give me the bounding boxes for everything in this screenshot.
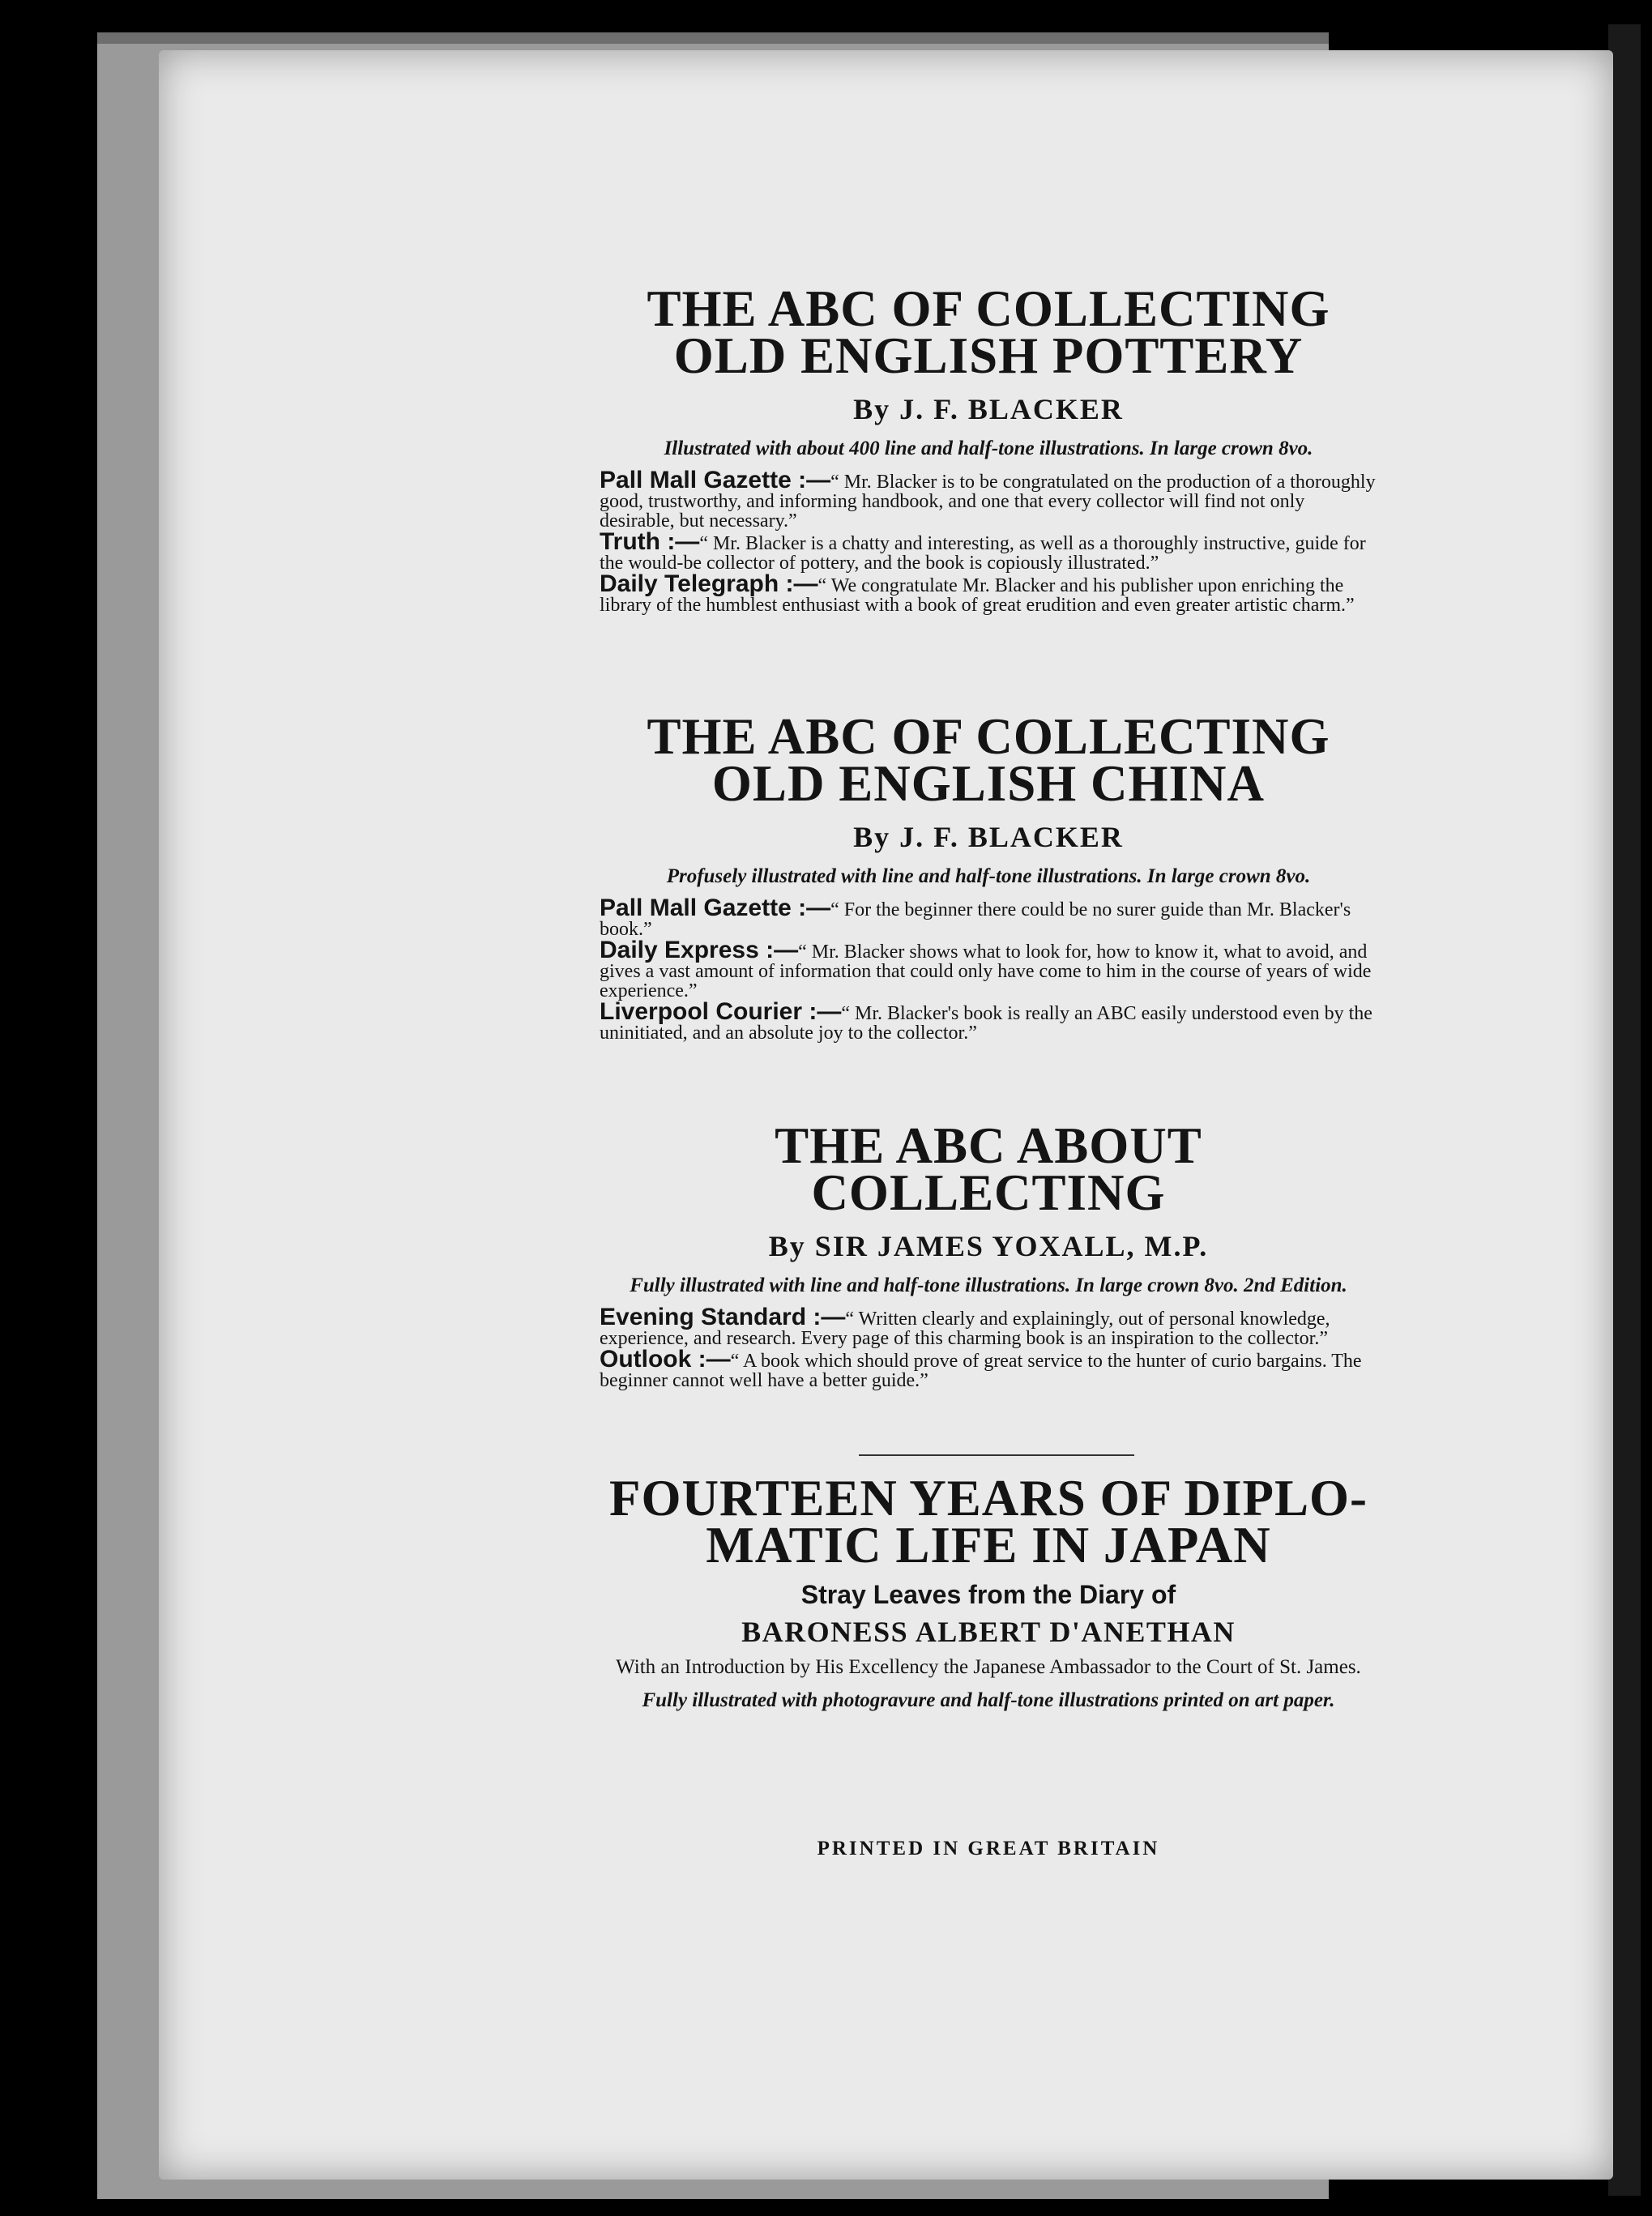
book-title: THE ABC OF COLLECTING OLD ENGLISH POTTERY	[647, 280, 1330, 384]
book-pottery	[600, 280, 1377, 617]
review-text: “ Mr. Blacker is to be congratulated on the production of a thoroughly good, trustworthy, and informing handbook, and one that every collector will find not only desirable, but necessary.”	[600, 472, 1376, 532]
book-description: Fully illustrated with photogravure and half-tone illustrations printed on art paper.	[642, 1689, 1335, 1711]
review	[600, 570, 1377, 616]
book-author: BARONESS ALBERT D'ANETHAN	[741, 1616, 1236, 1648]
scan-margin	[1608, 24, 1641, 2196]
book-description: Illustrated with about 400 line and half-tone illustrations. In large crown 8vo.	[664, 438, 1313, 459]
printer-imprint: PRINTED IN GREAT BRITAIN	[817, 1838, 1160, 1859]
review-text: “ Mr. Blacker's book is really an ABC easily understood even by the uninitiated, and an absolute joy to the collector.”	[600, 1003, 1372, 1044]
review-source: Daily Express :—	[600, 937, 799, 963]
review	[600, 1346, 1377, 1391]
book-author: By SIR JAMES YOXALL, M.P.	[768, 1230, 1209, 1262]
review	[600, 467, 1377, 532]
book-description: Fully illustrated with line and half-tone illustrations. In large crown 8vo. 2nd Edition.	[630, 1275, 1347, 1296]
review-source: Liverpool Courier :—	[600, 998, 842, 1025]
review	[600, 895, 1377, 940]
review	[600, 1304, 1377, 1349]
review-text: “ We congratulate Mr. Blacker and his publisher upon enriching the library of the humblest enthusiast with a book of great erudition and even greater artistic charm.”	[600, 575, 1355, 616]
review	[600, 528, 1377, 574]
book-description: Profusely illustrated with line and half-tone illustrations. In large crown 8vo.	[666, 865, 1311, 887]
review	[600, 998, 1377, 1044]
book-china	[600, 708, 1377, 1044]
review-text: “ Mr. Blacker is a chatty and interesting, as well as a thoroughly instructive, guide for the would-be collector of pottery, and the book is copiously illustrated.”	[600, 533, 1366, 574]
book-author: By J. F. BLACKER	[853, 821, 1124, 853]
book-collecting	[600, 1117, 1377, 1392]
review-text: “ Mr. Blacker shows what to look for, how to know it, what to avoid, and gives a vast amount of information that could only have come to him in the course of years of wide experience.”	[600, 941, 1372, 1001]
review-source: Daily Telegraph :—	[600, 570, 818, 597]
divider-rule	[859, 1454, 1134, 1456]
book-title: FOURTEEN YEARS OF DIPLO- MATIC LIFE IN JAPAN	[609, 1470, 1368, 1573]
book-japan	[600, 1470, 1377, 1723]
review	[600, 937, 1377, 1001]
review-text: “ Written clearly and explainingly, out of personal knowledge, experience, and research. Every page of this charming book is an inspiration to the collector.”	[600, 1309, 1330, 1349]
review-text: “ A book which should prove of great service to the hunter of curio bargains. The beginner cannot well have a better guide.”	[600, 1351, 1362, 1391]
review-text: “ For the beginner there could be no surer guide than Mr. Blacker's book.”	[600, 899, 1351, 940]
review-source: Evening Standard :—	[600, 1304, 846, 1330]
review-source: Truth :—	[600, 528, 700, 555]
book-author: By J. F. BLACKER	[853, 393, 1124, 425]
review-source: Pall Mall Gazette :—	[600, 895, 831, 921]
book-subtitle: Stray Leaves from the Diary of	[800, 1580, 1176, 1609]
review-source: Outlook :—	[600, 1346, 731, 1373]
book-title: THE ABC OF COLLECTING OLD ENGLISH CHINA	[647, 708, 1330, 812]
book-title: THE ABC ABOUT COLLECTING	[775, 1117, 1202, 1221]
book-introduction: With an Introduction by His Excellency the Japanese Ambassador to the Court of St. James.	[616, 1656, 1361, 1678]
review-source: Pall Mall Gazette :—	[600, 467, 831, 493]
